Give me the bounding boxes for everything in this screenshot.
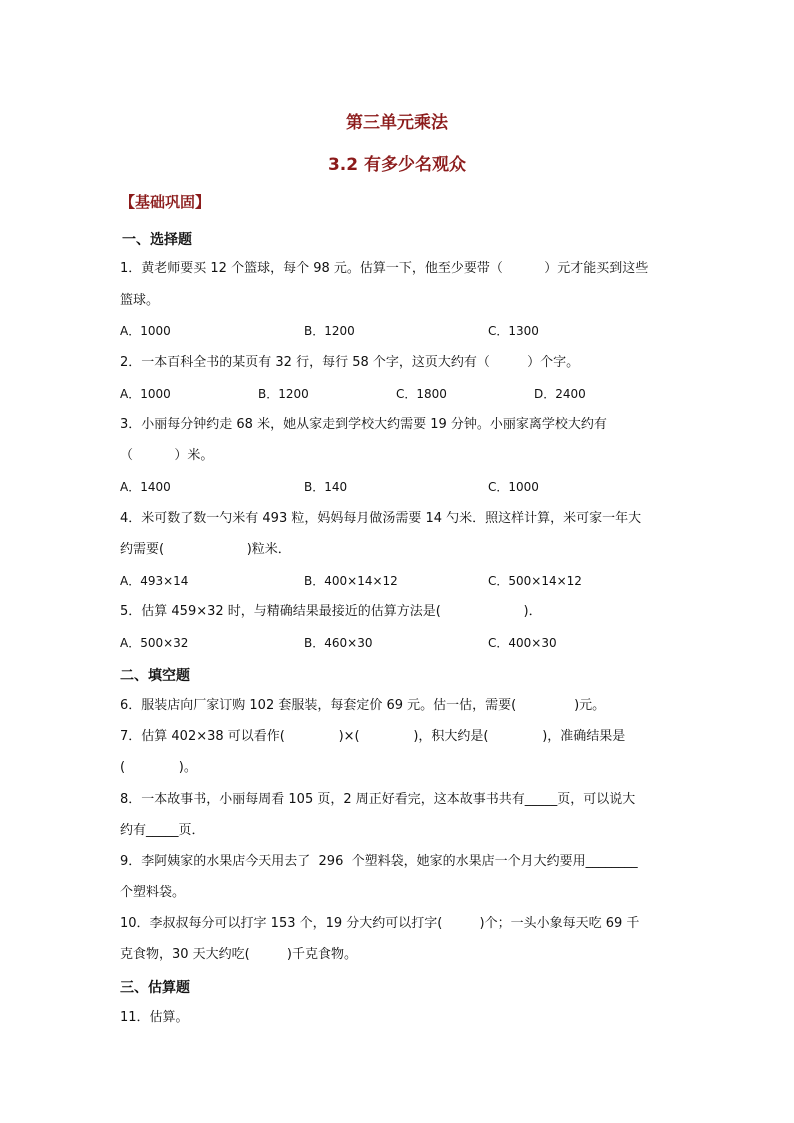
section-heading: 【基础巩固】 xyxy=(120,193,211,211)
q1-option-a: A．1000 xyxy=(120,324,171,338)
question-1-line1: 1．黄老师要买 12 个篮球，每个 98 元。估算一下，他至少要带（ ）元才能买到这些 xyxy=(120,261,649,276)
q2-option-b: B．1200 xyxy=(258,387,309,401)
part1-heading: 一、选择题 xyxy=(122,232,192,248)
q1-option-b: B．1200 xyxy=(304,324,355,338)
q3-option-c: C．1000 xyxy=(488,480,539,494)
question-7-line1: 7．估算 402×38 可以看作( )×( )，积大约是( )，准确结果是 xyxy=(120,729,626,744)
part2-heading: 二、填空题 xyxy=(120,668,190,684)
q5-option-a: A．500×32 xyxy=(120,636,189,650)
question-9-line1: 9．李阿姨家的水果店今天用去了 296 个塑料袋，她家的水果店一个月大约要用________ xyxy=(120,854,638,869)
question-11: 11．估算。 xyxy=(120,1010,189,1025)
page-title: 第三单元乘法 xyxy=(346,113,448,133)
question-5: 5．估算 459×32 时，与精确结果最接近的估算方法是( )． xyxy=(120,604,542,619)
question-2: 2．一本百科全书的某页有 32 行，每行 58 个字，这页大约有（ ）个字。 xyxy=(120,355,580,370)
page-subtitle: 3.2 有多少名观众 xyxy=(327,155,467,175)
question-10-line1: 10．李叔叔每分可以打字 153 个，19 分大约可以打字( )个；一头小象每天吃 69 千 xyxy=(120,916,640,931)
question-3-line2: （ ）米。 xyxy=(120,448,214,463)
q4-option-c: C．500×14×12 xyxy=(488,574,582,588)
question-3-line1: 3．小丽每分钟约走 68 米，她从家走到学校大约需要 19 分钟。小丽家离学校大约有 xyxy=(120,417,607,432)
question-4-line2: 约需要( )粒米． xyxy=(120,542,291,557)
q4-option-b: B．400×14×12 xyxy=(304,574,398,588)
q5-option-c: C．400×30 xyxy=(488,636,557,650)
q2-option-d: D．2400 xyxy=(534,387,586,401)
q5-option-b: B．460×30 xyxy=(304,636,373,650)
question-8-line1: 8．一本故事书，小丽每周看 105 页，2 周正好看完，这本故事书共有_____页，可以说大 xyxy=(120,792,636,807)
question-1-line2: 篮球。 xyxy=(120,293,160,308)
q2-option-c: C．1800 xyxy=(396,387,447,401)
question-8-line2: 约有_____页． xyxy=(120,823,205,838)
q3-option-b: B．140 xyxy=(304,480,348,494)
question-6: 6．服装店向厂家订购 102 套服装，每套定价 69 元。估一估，需要( )元。 xyxy=(120,698,606,713)
question-7-line2: ( )。 xyxy=(120,760,197,775)
q3-option-a: A．1400 xyxy=(120,480,171,494)
question-9-line2: 个塑料袋。 xyxy=(120,885,186,900)
part3-heading: 三、估算题 xyxy=(120,980,190,996)
q2-option-a: A．1000 xyxy=(120,387,171,401)
question-10-line2: 克食物，30 天大约吃( )千克食物。 xyxy=(120,947,358,962)
question-4-line1: 4．米可数了数一勺米有 493 粒，妈妈每月做汤需要 14 勺米．照这样计算，米可家一年大 xyxy=(120,511,642,526)
q1-option-c: C．1300 xyxy=(488,324,539,338)
q4-option-a: A．493×14 xyxy=(120,574,189,588)
